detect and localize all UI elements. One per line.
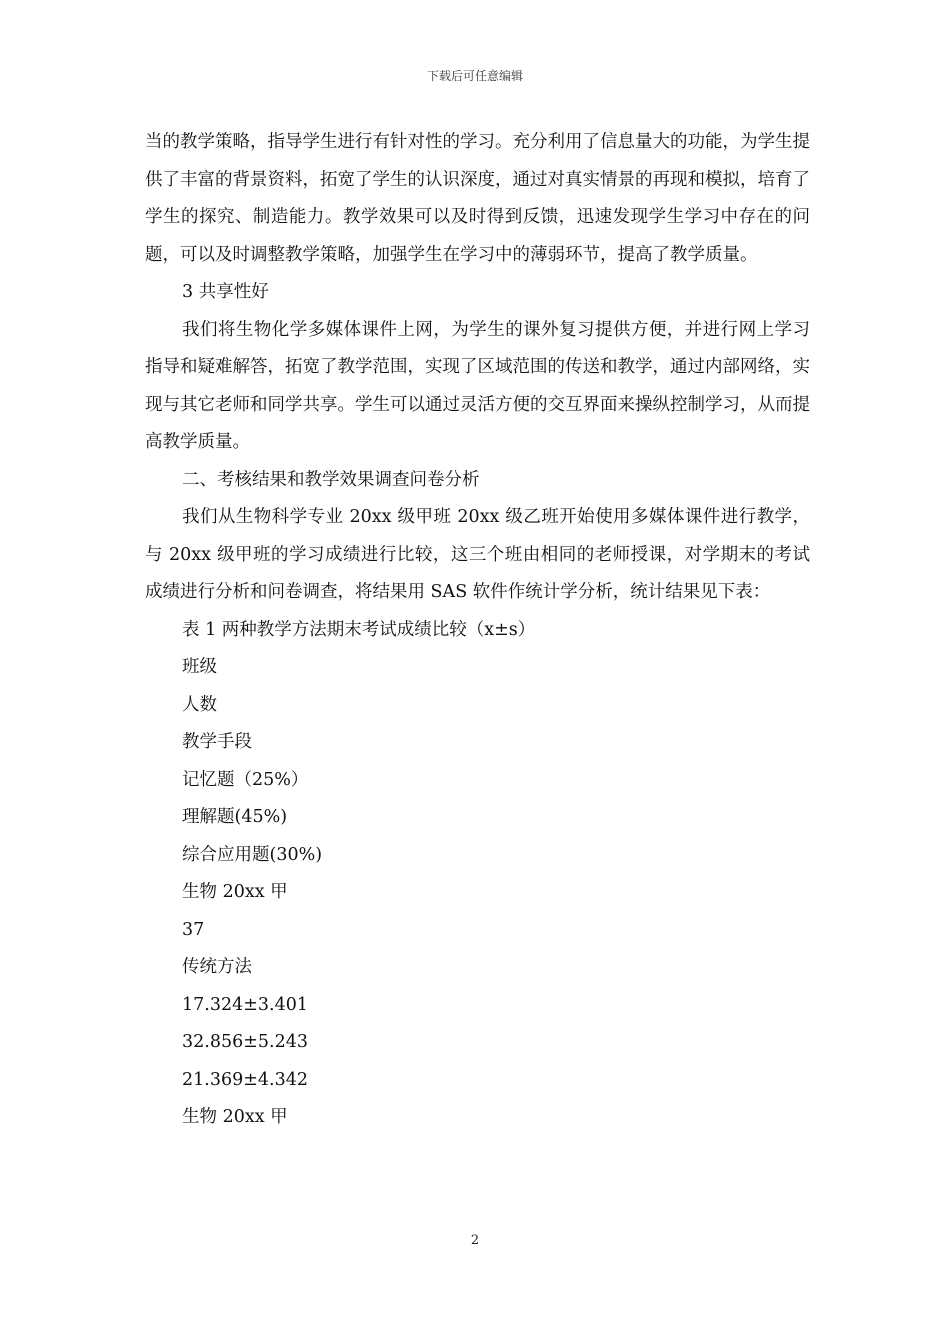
table-cell: 17.324±3.401 — [182, 994, 308, 1015]
table-cell: 21.369±4.342 — [182, 1069, 308, 1090]
table-cell: 传统方法 — [182, 957, 252, 977]
table-header-method: 教学手段 — [182, 732, 252, 752]
subheading-sharing: 3 共享性好 — [182, 282, 269, 302]
section-heading: 二、考核结果和教学效果调查问卷分析 — [182, 469, 480, 490]
table-cell: 32.856±5.243 — [182, 1032, 308, 1052]
paragraph-sharing: 我们将生物化学多媒体课件上网，为学生的课外复习提供方便，并进行网上学习指导和疑难解答，拓宽了教学范围，实现了区域范围的传送和教学，通过内部网络，实现与其它老师和同学共享。学生可以通过灵活方便的交互界面来操纵控制学习，从而提高教学质量。 — [145, 319, 810, 452]
document-body — [145, 124, 810, 1137]
table-cell: 生物 20xx 甲 — [182, 882, 288, 902]
table-header-application: 综合应用题(30%) — [182, 844, 323, 865]
table-caption: 表 1 两种教学方法期末考试成绩比较（x±s） — [182, 619, 536, 640]
paragraph-analysis: 我们从生物科学专业 20xx 级甲班 20xx 级乙班开始使用多媒体课件进行教学，与 20xx 级甲班的学习成绩进行比较，这三个班由相同的老师授课，对学期末的考试成绩进行分析和问卷调查，将结果用 SAS 软件作统计学分析，统计结果见下表： — [145, 507, 810, 602]
table-cell: 37 — [182, 919, 205, 940]
page-header: 下载后可任意编辑 — [426, 69, 523, 83]
page-number: 2 — [470, 1233, 480, 1248]
table-header-count: 人数 — [182, 694, 217, 715]
paragraph-continued: 当的教学策略，指导学生进行有针对性的学习。充分利用了信息量大的功能，为学生提供了丰富的背景资料，拓宽了学生的认识深度，通过对真实情景的再现和模拟，培育了学生的探究、制造能力。教学效果可以及时得到反馈，迅速发现学生学习中存在的问题，可以及时调整教学策略，加强学生在学习中的薄弱环节，提高了教学质量。 — [145, 132, 810, 265]
table-header-comprehension: 理解题(45%) — [182, 807, 288, 827]
table-header-memory: 记忆题（25%） — [182, 769, 309, 790]
table-cell: 生物 20xx 甲 — [182, 1107, 288, 1127]
table-header-class: 班级 — [182, 657, 217, 677]
